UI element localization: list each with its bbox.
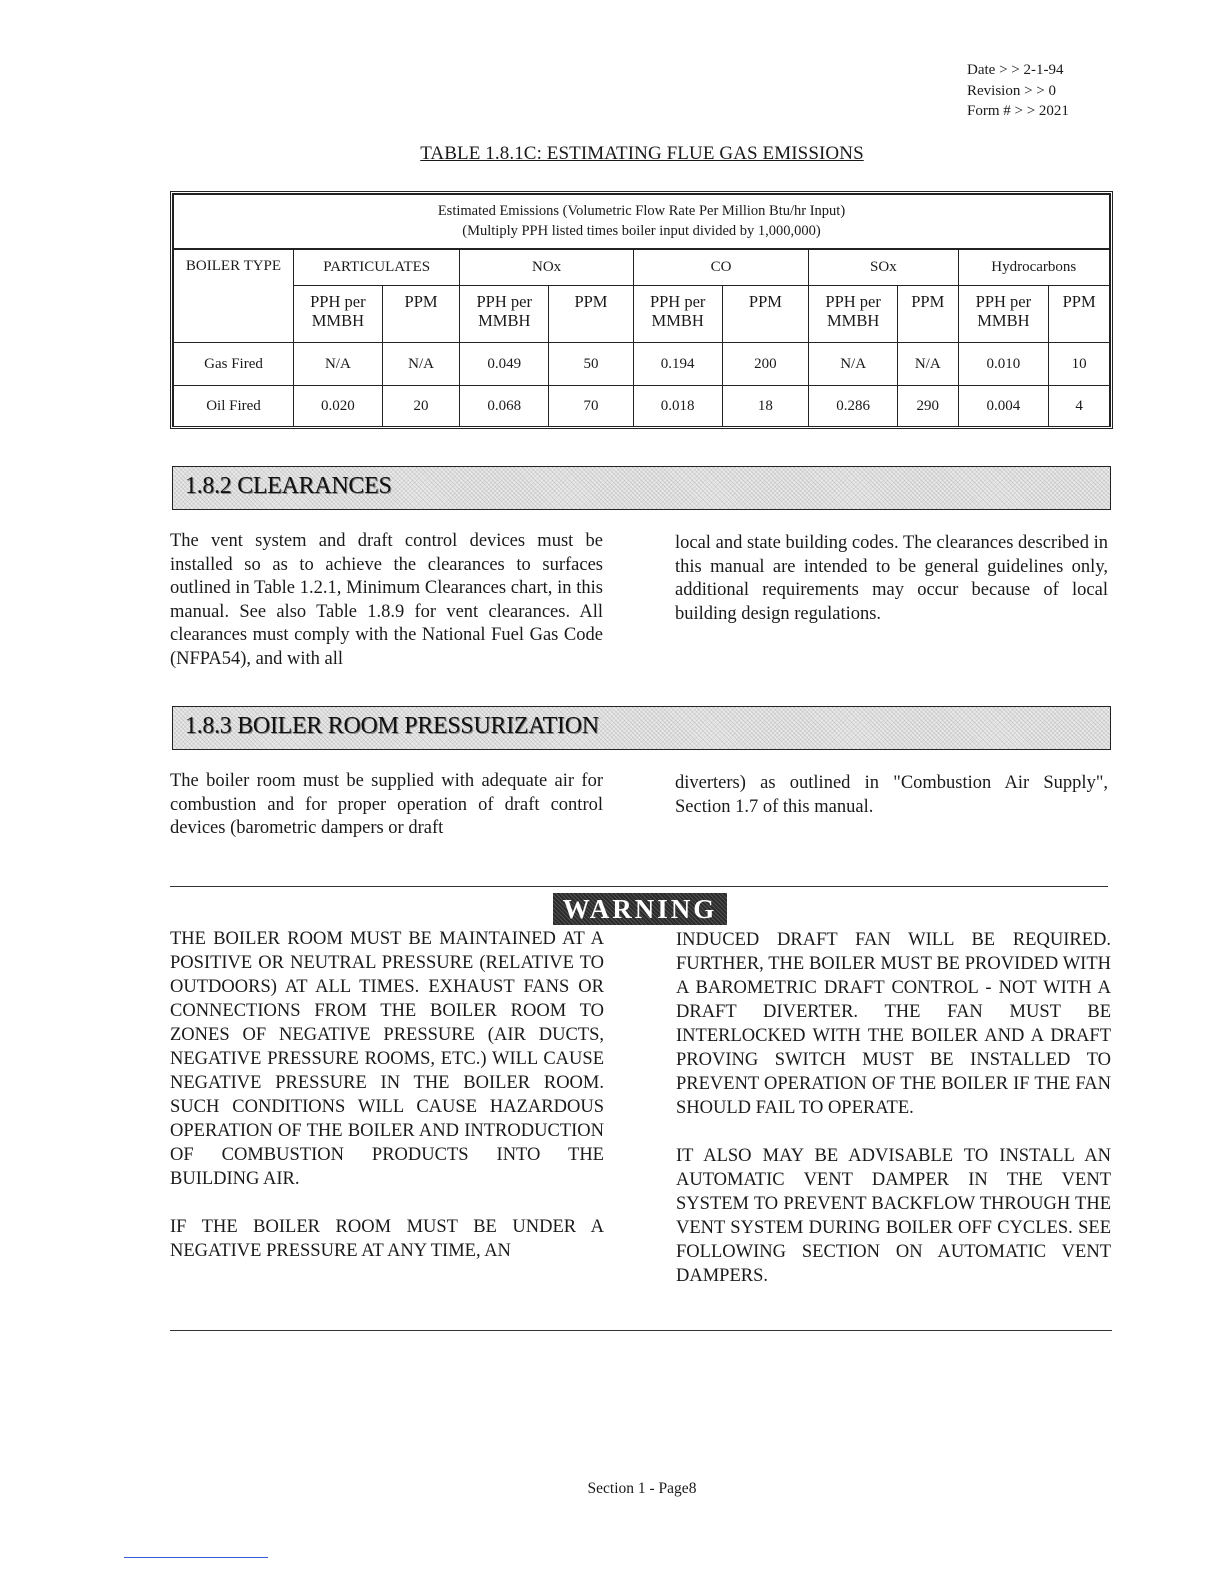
clearances-paragraph-left: The vent system and draft control devices must be installed so as to achieve the clearances to surfaces outlined in Table 1.2.1, Minimum Clearances chart, in this manual. See also Table 1.8.9 for vent clearances. All clearances must comply with the National Fuel Gas Code (NFPA54), and with all	[170, 531, 603, 669]
table-caption	[174, 195, 1110, 249]
row-label: Gas Fired	[174, 343, 294, 386]
caption-line-2: (Multiply PPH listed times boiler input divided by 1,000,000)	[462, 223, 821, 240]
table-cell: 18	[722, 386, 809, 427]
table-cell: N/A	[382, 343, 460, 386]
table-cell: 200	[722, 343, 809, 386]
table-cell: 50	[549, 343, 634, 386]
table-cell: N/A	[809, 343, 898, 386]
section-heading-pressurization	[172, 706, 1111, 750]
table-cell: N/A	[898, 343, 959, 386]
caption-line-1: Estimated Emissions (Volumetric Flow Rate Per Million Btu/hr Input)	[437, 203, 846, 220]
sub-header-ppm: PPM	[1049, 286, 1110, 343]
warning-paragraph: IF THE BOILER ROOM MUST BE UNDER A NEGATIVE PRESSURE AT ANY TIME, AN	[170, 1217, 604, 1261]
sub-header-pph: PPH per MMBH	[958, 286, 1049, 343]
table-cell: N/A	[294, 343, 383, 386]
sub-header-pph: PPH per MMBH	[294, 286, 383, 343]
page-footer: Section 1 - Page8	[587, 1480, 697, 1497]
warning-paragraph: INDUCED DRAFT FAN WILL BE REQUIRED. FURTHER, THE BOILER MUST BE PROVIDED WITH A BAROMETRIC DRAFT CONTROL - NOT WITH A DRAFT DIVERTER. THE FAN MUST BE INTERLOCKED WITH THE BOILER AND A DRAFT PROVING SWITCH MUST BE INSTALLED TO PREVENT OPERATION OF THE BOILER IF THE FAN SHOULD FAIL TO OPERATE.	[676, 930, 1111, 1118]
group-header-hydrocarbons: Hydrocarbons	[958, 249, 1110, 286]
section-heading-clearances	[172, 466, 1111, 510]
divider-bottom	[170, 1330, 1112, 1331]
table-cell: 0.286	[809, 386, 898, 427]
table-row	[174, 386, 1110, 427]
table-cell: 20	[382, 386, 460, 427]
table-cell: 0.004	[958, 386, 1049, 427]
table-cell: 0.194	[633, 343, 722, 386]
table-cell: 0.010	[958, 343, 1049, 386]
divider-top	[170, 886, 1108, 887]
emissions-table	[170, 191, 1113, 429]
table-cell: 10	[1049, 343, 1110, 386]
group-header-sox: SOx	[809, 249, 958, 286]
table-cell: 0.049	[460, 343, 549, 386]
group-header-nox: NOx	[460, 249, 633, 286]
warning-column-right	[676, 928, 1111, 1312]
table-cell: 0.018	[633, 386, 722, 427]
form-number-label: Form # > > 2021	[967, 103, 1069, 119]
footer-link-line	[124, 1557, 268, 1558]
pressurization-paragraph-right: diverters) as outlined in "Combustion Air Supply", Section 1.7 of this manual.	[675, 773, 1108, 817]
date-label: Date > > 2-1-94	[967, 62, 1064, 78]
warning-paragraph: THE BOILER ROOM MUST BE MAINTAINED AT A POSITIVE OR NEUTRAL PRESSURE (RELATIVE TO OUTDOORS) AT ALL TIMES. EXHAUST FANS OR CONNECTIONS FROM THE BOILER ROOM TO ZONES OF NEGATIVE PRESSURE (AIR DUCTS, NEGATIVE PRESSURE ROOMS, ETC.) WILL CAUSE NEGATIVE PRESSURE IN THE BOILER ROOM. SUCH CONDITIONS WILL CAUSE HAZARDOUS OPERATION OF THE BOILER AND INTRODUCTION OF COMBUSTION PRODUCTS INTO THE BUILDING AIR.	[170, 929, 604, 1189]
sub-header-pph: PPH per MMBH	[460, 286, 549, 343]
section-heading-text: 1.8.3 BOILER ROOM PRESSURIZATION	[185, 713, 599, 739]
boiler-type-header: BOILER TYPE	[174, 249, 294, 343]
section-heading-text: 1.8.2 CLEARANCES	[185, 473, 392, 499]
sub-header-ppm: PPM	[549, 286, 634, 343]
table-row	[174, 343, 1110, 386]
row-label: Oil Fired	[174, 386, 294, 427]
sub-header-ppm: PPM	[898, 286, 959, 343]
sub-header-pph: PPH per MMBH	[633, 286, 722, 343]
sub-header-pph: PPH per MMBH	[809, 286, 898, 343]
clearances-paragraph-right: local and state building codes. The clearances described in this manual are intended to be general guidelines only, additional requirements may occur because of local building design regulations.	[675, 533, 1108, 624]
table-cell: 290	[898, 386, 959, 427]
table-cell: 0.068	[460, 386, 549, 427]
table-cell: 4	[1049, 386, 1110, 427]
table-cell: 70	[549, 386, 634, 427]
warning-paragraph: IT ALSO MAY BE ADVISABLE TO INSTALL AN AUTOMATIC VENT DAMPER IN THE VENT SYSTEM TO PREVENT BACKFLOW THROUGH THE VENT SYSTEM DURING BOILER OFF CYCLES. SEE FOLLOWING SECTION ON AUTOMATIC VENT DAMPERS.	[676, 1146, 1111, 1286]
document-meta	[967, 60, 1069, 122]
revision-label: Revision > > 0	[967, 82, 1057, 99]
table-title: TABLE 1.8.1C: ESTIMATING FLUE GAS EMISSIONS	[420, 143, 864, 164]
sub-header-ppm: PPM	[722, 286, 809, 343]
warning-badge: WARNING	[553, 893, 727, 925]
group-header-co: CO	[633, 249, 808, 286]
warning-column-left	[170, 927, 604, 1287]
pressurization-paragraph-left: The boiler room must be supplied with adequate air for combustion and for proper operation of draft control devices (barometric dampers or draft	[170, 771, 603, 838]
table-cell: 0.020	[294, 386, 383, 427]
group-header-particulates: PARTICULATES	[294, 249, 460, 286]
sub-header-ppm: PPM	[382, 286, 460, 343]
